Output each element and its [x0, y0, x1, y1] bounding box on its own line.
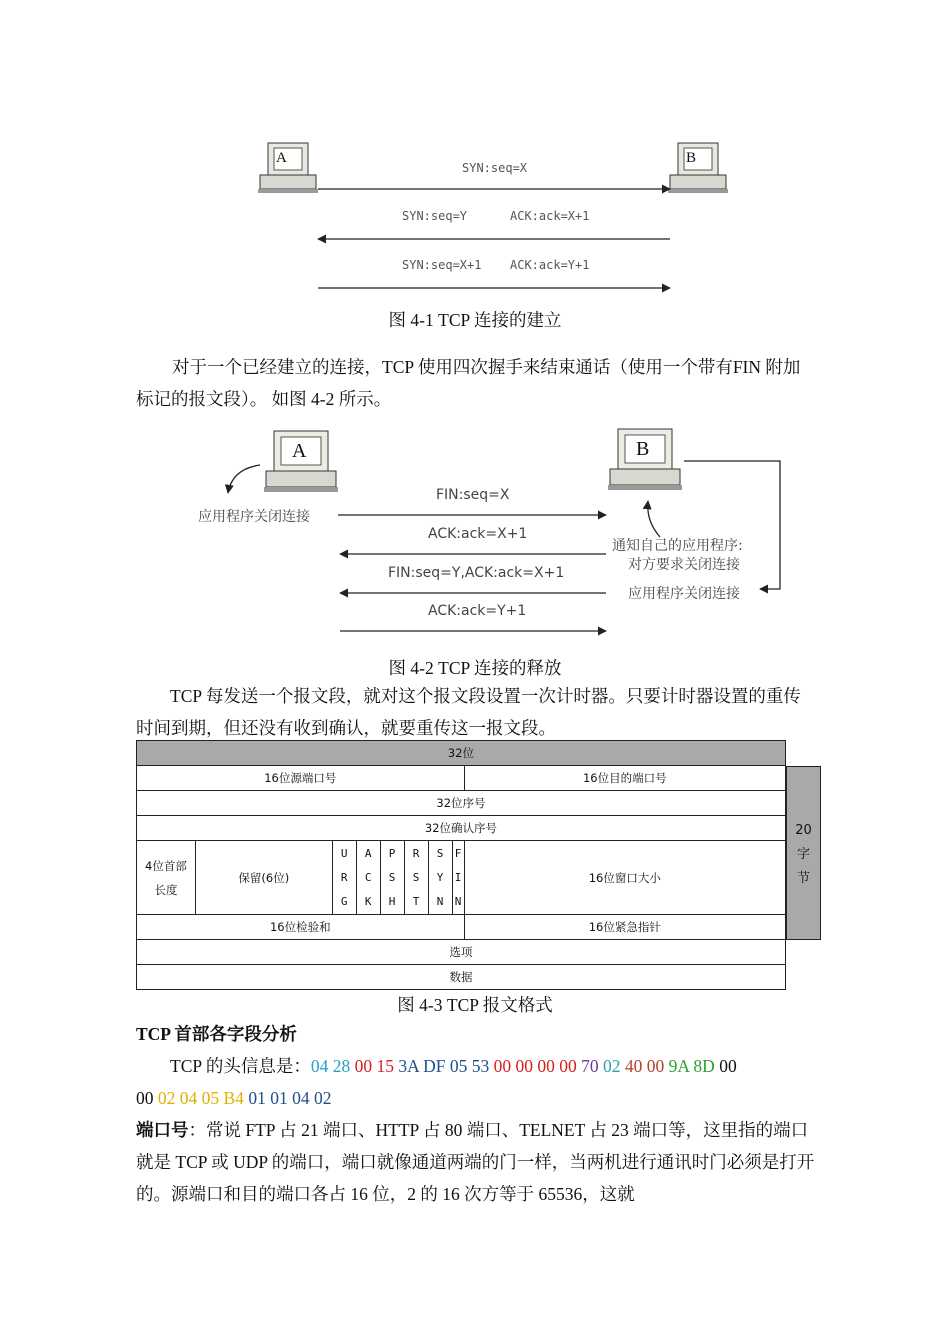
hex-ack: 00 00 00 00	[493, 1056, 577, 1076]
tcp-header-format-table	[136, 740, 786, 990]
paragraph-four-way-handshake: 对于一个已经建立的连接，TCP 使用四次握手来结束通话（使用一个带有FIN 附加标记的报文段）。 如图 4-2 所示。	[136, 357, 801, 409]
hex-paragraph	[136, 1050, 816, 1114]
reserved-cell: 保留(6位)	[195, 841, 332, 915]
port-label: 端口号	[136, 1120, 189, 1140]
section-title: TCP 首部各字段分析	[136, 1024, 297, 1044]
hex-checksum: 9A 8D	[668, 1056, 715, 1076]
header-length-line1: 4位首部	[145, 858, 187, 873]
twenty-bytes-bracket: 20 字 节	[786, 766, 821, 940]
hex-urgent-b: 00	[136, 1088, 154, 1108]
fig2-msg1: FIN:seq=X	[436, 487, 510, 503]
port-paragraph	[136, 1114, 816, 1210]
computer-a-icon	[258, 143, 318, 193]
flag-ack: A C K	[356, 841, 380, 915]
hex-options-a: 02 04 05 B4	[157, 1088, 244, 1108]
flag-syn: S Y N	[428, 841, 452, 915]
hex-flags: 02	[603, 1056, 621, 1076]
host-b-label: B	[686, 150, 697, 166]
seq-cell: 32位序号	[137, 791, 786, 816]
port-text: ：常说 FTP 占 21 端口、HTTP 占 80 端口、TELNET 占 23 端口等，这里指的端口就是 TCP 或 UDP 的端口，端口就像通道两端的门一样，当两机进行通讯时门必须是打开的。源端口和目的端口各占 16 位，2 的 16 次方等于 65536，这就	[136, 1120, 815, 1204]
urgent-pointer-cell: 16位紧急指针	[464, 915, 785, 940]
fig2-app-close-right: 应用程序关闭连接	[628, 586, 740, 602]
hex-src-port: 04 28	[310, 1056, 351, 1076]
hex-urgent-a: 00	[719, 1056, 737, 1076]
ack-cell: 32位确认序号	[137, 816, 786, 841]
options-cell: 选项	[137, 940, 786, 965]
flag-fin: F I N	[452, 841, 464, 915]
fig1-msg3a: SYN:seq=X+1	[402, 258, 482, 272]
flag-psh: P S H	[380, 841, 404, 915]
data-cell: 数据	[137, 965, 786, 990]
hex-seq-b: 05 53	[449, 1056, 490, 1076]
table-header-32bit: 32位	[137, 741, 786, 766]
computer-b-icon	[668, 143, 728, 193]
header-length-line2: 长度	[154, 882, 178, 897]
checksum-cell: 16位检验和	[137, 915, 465, 940]
flag-urg: U R G	[332, 841, 356, 915]
fig1-msg2b: ACK:ack=X+1	[510, 209, 590, 223]
hex-seq-a: 3A DF	[398, 1056, 446, 1076]
fig2-msg3: FIN:seq=Y,ACK:ack=X+1	[388, 565, 565, 581]
fig2-host-a-label: A	[292, 440, 307, 462]
fig2-msg4: ACK:ack=Y+1	[428, 603, 527, 619]
paragraph-retransmission: TCP 每发送一个报文段，就对这个报文段设置一次计时器。只要计时器设置的重传时间到期，但还没有收到确认，就要重传这一报文段。	[136, 686, 801, 738]
hex-options-b: 01 01 04 02	[248, 1088, 332, 1108]
fig1-msg2a: SYN:seq=Y	[402, 209, 468, 223]
fig3-caption: 图 4-3 TCP 报文格式	[397, 995, 553, 1015]
flag-rst: R S T	[404, 841, 428, 915]
window-size-cell: 16位窗口大小	[464, 841, 785, 915]
fig2-notify-line1: 通知自己的应用程序:	[612, 538, 743, 554]
src-port-cell: 16位源端口号	[137, 766, 465, 791]
dst-port-cell: 16位目的端口号	[464, 766, 785, 791]
fig1-msg1: SYN:seq=X	[462, 161, 528, 175]
hex-hdrlen: 70	[581, 1056, 599, 1076]
hex-window: 40 00	[624, 1056, 665, 1076]
header-length-cell	[137, 841, 196, 915]
fig2-notify-line2: 对方要求关闭连接	[628, 557, 740, 573]
fig1-msg3b: ACK:ack=Y+1	[510, 258, 590, 272]
fig1-caption: 图 4-1 TCP 连接的建立	[388, 310, 562, 330]
fig2-caption: 图 4-2 TCP 连接的释放	[388, 658, 562, 678]
hex-dst-port: 00 15	[354, 1056, 394, 1076]
hex-intro: TCP 的头信息是：	[170, 1056, 311, 1076]
fig2-app-close-left: 应用程序关闭连接	[198, 509, 310, 525]
fig2-msg2: ACK:ack=X+1	[428, 526, 528, 542]
fig2-host-b-label: B	[636, 438, 650, 460]
host-a-label: A	[276, 150, 287, 166]
